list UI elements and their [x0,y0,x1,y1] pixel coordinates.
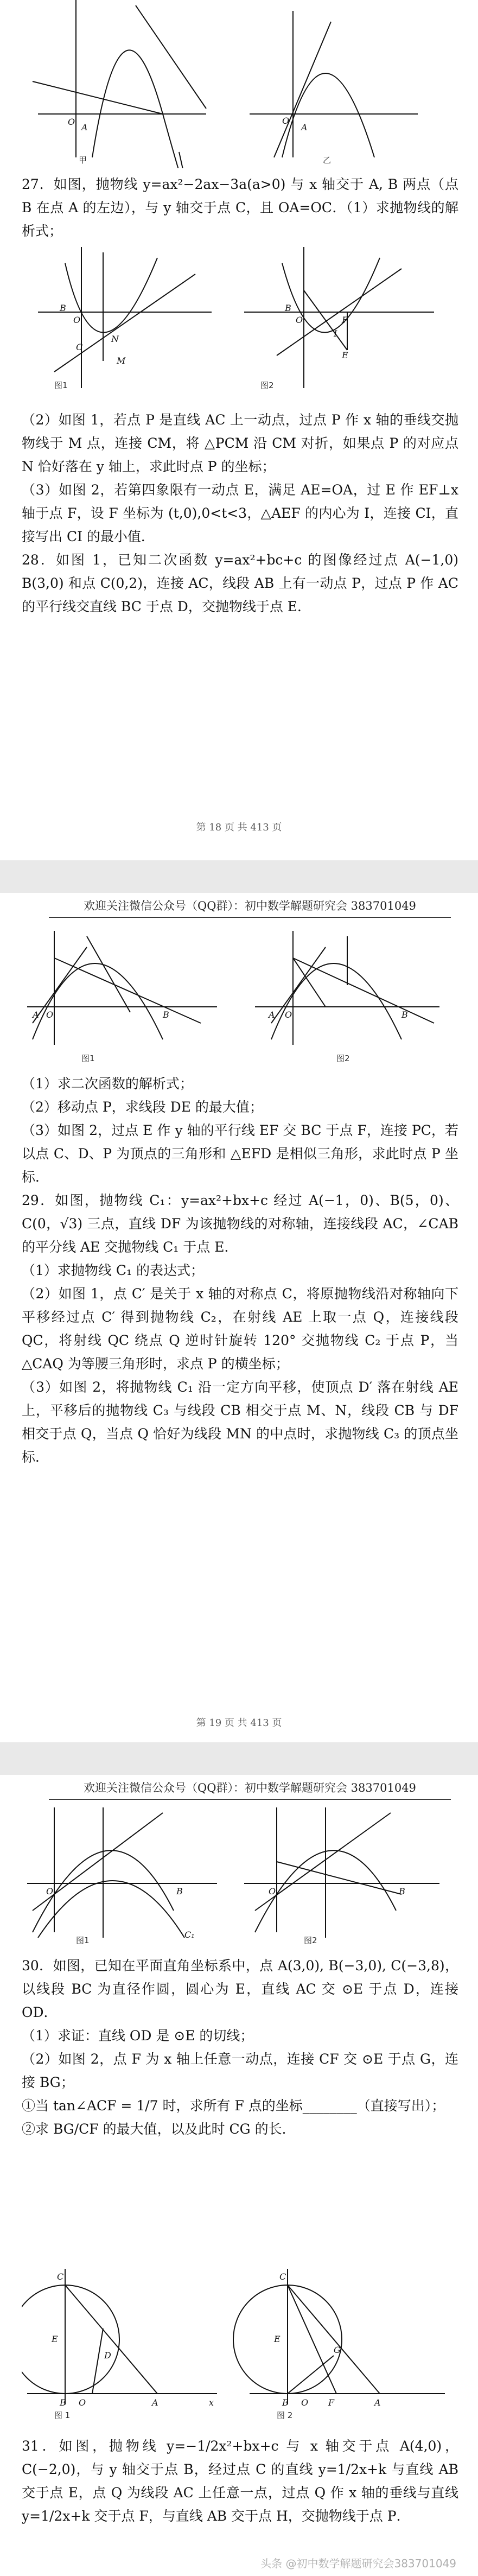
svg-text:O: O [269,1886,276,1896]
page-20 [0,1775,478,2576]
svg-text:O: O [296,315,303,325]
svg-text:G: G [334,2345,341,2355]
problem-30-part2-a: ①当 tan∠ACF = 1/7 时，求所有 F 点的坐标________（直接写出）； [22,2098,445,2114]
svg-text:A: A [374,2397,381,2408]
svg-text:E: E [342,350,348,360]
problem-29-text: 29．如图，抛物线 C₁：y=ax²+bx+c 经过 A(−1，0)、B(5，0)、C(0，√3) 三点，直线 DF 为该抛物线的对称轴，连接线段 AC，∠CAB 的平分线 AE 交抛物线 C₁ 于点 E． [22,1192,458,1255]
caption-jia: 甲 [79,155,87,165]
svg-text:O: O [282,116,290,126]
svg-text:B: B [401,1010,408,1020]
svg-text:F: F [328,2397,335,2408]
page-footer: 第 19 页 共 413 页 [196,1717,282,1729]
caption-fig1: 图 1 [54,2410,71,2420]
svg-text:O: O [46,1886,54,1896]
svg-text:B: B [282,2397,289,2408]
page-19 [0,893,478,1742]
problem-30-figures [22,2263,456,2421]
svg-text:A: A [152,2397,158,2408]
svg-text:E: E [52,2334,58,2344]
svg-text:C: C [76,342,83,352]
problem-28-text: 28．如图 1，已知二次函数 y=ax²+bc+c 的图像经过点 A(−1,0) B(3,0) 和点 C(0,2)，连接 AC，线段 AB 上有一动点 P，过点 P 作 AC 的平行线交直线 BC 于点 D，交抛物线于点 E． [22,552,458,614]
problem-30-part1: （1）求证：直线 OD 是 ⊙E 的切线； [22,2028,254,2044]
caption-fig1: 图1 [76,1936,90,1945]
problem-30-part2: （2）如图 2，点 F 为 x 轴上任意一动点，连接 CF 交 ⊙E 于点 G，连接 BG； [22,2051,458,2090]
problem-28-figures [22,920,456,1067]
problem-27-28-text [22,408,458,618]
problem-28-29-text [22,1072,458,1469]
svg-text:M: M [117,356,126,366]
svg-text:C₁: C₁ [184,1930,195,1940]
svg-text:B: B [285,303,291,313]
caption-fig2: 图 2 [277,2410,293,2420]
problem-27-text: 27．如图，抛物线 y=ax²−2ax−3a(a>0) 与 x 轴交于 A, B 两点（点 B 在点 A 的左边），与 y 轴交于点 C，且 OA=OC．（1）求抛物线的解析式； [22,176,458,239]
svg-text:O: O [285,1010,292,1020]
svg-text:B: B [60,2397,66,2408]
problem-27-figures [22,242,456,396]
svg-text:B: B [399,1886,405,1896]
svg-text:A: A [269,1010,275,1020]
problem-29-part3: （3）如图 2，将抛物线 C₁ 沿一定方向平移，使顶点 D′ 落在射线 AE 上，平移后的抛物线 C₃ 与线段 CB 相交于点 M、N，线段 CB 与 DF 相交于点 Q，当点 Q 恰好为线段 MN 的中点时，求抛物线 C₃ 的顶点坐标． [22,1379,458,1465]
svg-text:I: I [334,328,337,339]
caption-fig2: 图2 [304,1936,317,1945]
svg-text:x: x [209,2397,214,2408]
problem-29-part2: （2）如图 1，点 C′ 是关于 x 轴的对称点 C，将原抛物线沿对称轴向下平移经过点 C′ 得到抛物线 C₂，在射线 AE 上取一点 Q，连接线段 QC，将射线 QC 绕点 Q 逆时针旋转 120° 交抛物线 C₂ 于点 P，当 △CAQ 为等腰三角形时，求点 P 的横坐标； [22,1286,458,1372]
problem-30-text [22,1954,458,2141]
svg-text:O: O [73,315,81,325]
watermark: 头条 @初中数学解题研究会383701049 [260,2557,456,2570]
problem-29-figures [22,1802,456,1949]
svg-text:O: O [68,117,75,127]
svg-text:B: B [176,1886,183,1896]
page-18 [0,0,478,860]
svg-text:O: O [79,2397,86,2408]
page-footer: 第 18 页 共 413 页 [196,822,282,833]
svg-text:B: B [163,1010,169,1020]
problem-28-part2: （2）移动点 P，求线段 DE 的最大值； [22,1099,263,1115]
problem-29-part1: （1）求抛物线 C₁ 的表达式； [22,1262,204,1278]
svg-text:B: B [60,303,66,313]
svg-text:E: E [274,2334,281,2344]
problem-27-part3: （3）如图 2，若第四象限有一动点 E，满足 AE=OA，过 E 作 EF⊥x 轴于点 F，设 F 坐标为 (t,0),0<t<3，△AEF 的内心为 I，连接 CI，直接写出 CI 的最小值． [22,482,458,544]
problem-31-stem: 31．如图，抛物线 y=−1/2x²+bx+c 与 x 轴交于点 A(4,0)，C(−2,0)，与 y 轴交于点 B，经过点 C 的直线 y=1/2x+k 与直线 AB 交于点 E，点 Q 为线段 AC 上任意一点，过点 Q 作 x 轴的垂线与直线 y=1/2x+k 交于点 F，与直线 AB 交于点 H，交抛物线于点 P． [22,2438,458,2524]
problem-31-text [22,2434,458,2528]
caption-fig2: 图2 [336,1054,350,1063]
svg-text:C: C [57,2272,64,2282]
caption-fig1: 图1 [54,380,68,390]
graphs-jia-yi [27,0,450,168]
caption-fig1: 图1 [81,1054,95,1063]
page-header: 欢迎关注微信公众号（QQ群）：初中数学解题研究会 383701049 [49,897,451,918]
problem-27-part2: （2）如图 1，若点 P 是直线 AC 上一动点，过点 P 作 x 轴的垂线交抛物线于 M 点，连接 CM，将 △PCM 沿 CM 对折，如果点 P 的对应点 N 恰好落在 y 轴上，求此时点 P 的坐标； [22,412,458,474]
svg-text:O: O [46,1010,54,1020]
page-header: 欢迎关注微信公众号（QQ群）：初中数学解题研究会 383701049 [49,1779,451,1800]
svg-text:O: O [301,2397,309,2408]
problem-28-part3: （3）如图 2，过点 E 作 y 轴的平行线 EF 交 BC 于点 F，连接 PC，若以点 C、D、P 为顶点的三角形和 △EFD 是相似三角形，求此时点 P 坐标． [22,1122,458,1185]
svg-text:F: F [342,315,348,325]
svg-text:A: A [81,122,88,132]
problem-27-intro [22,173,458,243]
svg-text:A: A [301,122,308,132]
caption-yi: 乙 [323,155,332,165]
caption-fig2: 图2 [260,380,274,390]
svg-text:N: N [111,334,119,344]
problem-28-part1: （1）求二次函数的解析式； [22,1076,193,1092]
svg-text:C: C [279,2272,286,2282]
svg-text:A: A [33,1010,39,1020]
problem-30-stem: 30．如图，已知在平面直角坐标系中，点 A(3,0), B(−3,0), C(−3,8)，以线段 BC 为直径作圆，圆心为 E，直线 AC 交 ⊙E 于点 D，连接 OD． [22,1958,458,2020]
svg-text:D: D [104,2350,111,2361]
problem-30-part2-b: ②求 BG/CF 的最大值，以及此时 CG 的长． [22,2121,296,2137]
